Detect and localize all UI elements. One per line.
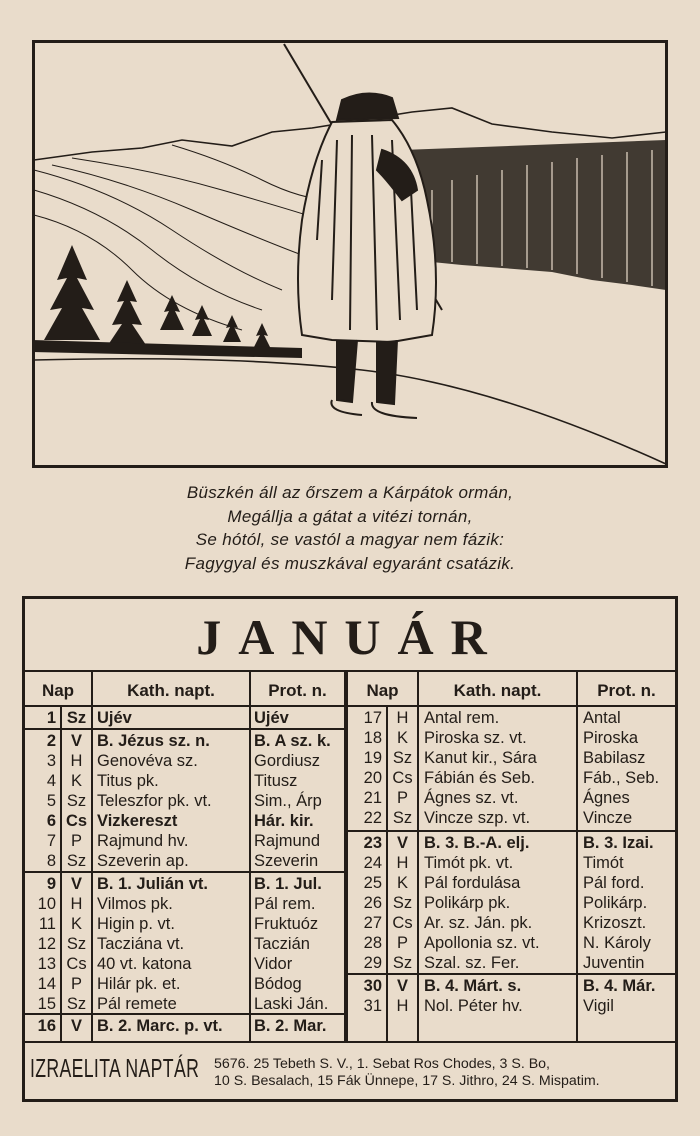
day-number: 11	[38, 915, 56, 933]
header-kath: Kath. napt.	[453, 681, 542, 700]
day-number: 7	[46, 832, 56, 850]
catholic-name: B. Jézus sz. n.	[97, 732, 210, 750]
weekday: V	[70, 1017, 82, 1035]
weekday: Cs	[392, 914, 413, 932]
day-number: 8	[46, 852, 56, 870]
weekday: Sz	[392, 954, 413, 972]
catholic-name: Szal. sz. Fer.	[424, 954, 520, 972]
weekday: Sz	[66, 995, 87, 1013]
protestant-name: Titusz	[254, 772, 298, 790]
protestant-name: Laski Ján.	[254, 995, 329, 1013]
weekday: P	[396, 934, 408, 952]
day-number: 14	[37, 975, 56, 993]
weekday: H	[396, 709, 409, 727]
day-number: 5	[46, 792, 56, 810]
day-number: 15	[37, 995, 56, 1013]
weekday: V	[396, 977, 408, 995]
catholic-name: Rajmund hv.	[97, 832, 189, 850]
weekday: Sz	[392, 809, 413, 827]
weekday: H	[396, 997, 409, 1015]
day-number: 29	[363, 954, 382, 972]
weekday: Sz	[66, 792, 87, 810]
day-number: 6	[46, 812, 56, 830]
day-number: 31	[363, 997, 382, 1015]
protestant-name: Gordiusz	[254, 752, 321, 770]
catholic-name: Vilmos pk.	[97, 895, 173, 913]
protestant-name: Timót	[583, 854, 624, 872]
protestant-name: Babilasz	[583, 749, 646, 767]
catholic-name: B. 1. Julián vt.	[97, 875, 208, 893]
protestant-name: Piroska	[583, 729, 639, 747]
protestant-name: Hár. kir.	[254, 812, 314, 830]
protestant-name: Fruktuóz	[254, 915, 319, 933]
catholic-name: Nol. Péter hv.	[424, 997, 523, 1015]
protestant-name: Rajmund	[254, 832, 321, 850]
header-prot: Prot. n.	[597, 681, 656, 700]
day-number: 24	[363, 854, 382, 872]
weekday: H	[70, 895, 83, 913]
catholic-name: Pál remete	[97, 995, 177, 1013]
catholic-name: Vizkereszt	[97, 812, 178, 830]
poem-line: Megállja a gátat a vitézi tornán,	[227, 506, 473, 526]
catholic-name: Genovéva sz.	[97, 752, 198, 770]
weekday: P	[70, 832, 82, 850]
protestant-name: Bódog	[254, 975, 302, 993]
catholic-name: Ujév	[97, 709, 132, 727]
catholic-name: Kanut kir., Sára	[424, 749, 537, 767]
weekday: P	[396, 789, 408, 807]
catholic-name: 40 vt. katona	[97, 955, 192, 973]
day-number: 19	[363, 749, 382, 767]
poem-line: Se hótól, se vastól a magyar nem fázik:	[195, 530, 505, 549]
footer-label: IZRAELITA NAPTÁR	[30, 1053, 200, 1083]
protestant-name: B. 1. Jul.	[254, 875, 322, 893]
day-number: 17	[363, 709, 382, 727]
protestant-name: Vigil	[583, 997, 614, 1015]
weekday: K	[396, 874, 408, 892]
day-number: 1	[46, 709, 56, 727]
weekday: K	[70, 772, 82, 790]
day-number: 4	[46, 772, 56, 790]
catholic-name: Vincze szp. vt.	[424, 809, 531, 827]
day-number: 25	[363, 874, 382, 892]
catholic-name: B. 4. Márt. s.	[424, 977, 522, 995]
day-number: 16	[37, 1017, 56, 1035]
weekday: V	[396, 834, 408, 852]
day-number: 30	[363, 977, 382, 995]
catholic-name: Ágnes sz. vt.	[424, 789, 519, 807]
catholic-name: B. 3. B.-A. elj.	[424, 834, 530, 852]
catholic-name: Hilár pk. et.	[97, 975, 181, 993]
day-number: 28	[363, 934, 382, 952]
day-number: 13	[37, 955, 56, 973]
header-nap: Nap	[41, 681, 75, 700]
weekday: Sz	[66, 935, 87, 953]
catholic-name: Timót pk. vt.	[424, 854, 514, 872]
protestant-name: Vincze	[583, 809, 633, 827]
day-number: 18	[363, 729, 382, 747]
day-number: 21	[363, 789, 382, 807]
protestant-name: B. 4. Már.	[583, 977, 656, 995]
header-kath: Kath. napt.	[127, 681, 215, 700]
catholic-name: Ar. sz. Ján. pk.	[424, 914, 533, 932]
catholic-name: Piroska sz. vt.	[424, 729, 527, 747]
protestant-name: Sim., Árp	[254, 792, 322, 810]
header-nap: Nap	[366, 681, 399, 700]
protestant-name: Krizoszt.	[583, 914, 647, 932]
day-number: 2	[46, 732, 56, 750]
catholic-name: Fábián és Seb.	[424, 769, 535, 787]
protestant-name: Ágnes	[583, 789, 630, 807]
weekday: K	[396, 729, 408, 747]
day-number: 27	[363, 914, 382, 932]
catholic-name: Apollonia sz. vt.	[424, 934, 540, 952]
protestant-name: B. A sz. k.	[254, 732, 331, 750]
day-number: 12	[37, 935, 56, 953]
footer-line: 5676. 25 Tebeth S. V., 1. Sebat Ros Chodes, 3 S. Bo,	[214, 1056, 551, 1072]
catholic-name: Higin p. vt.	[97, 915, 175, 933]
month-title: JANUÁR	[196, 609, 504, 665]
catholic-name: B. 2. Marc. p. vt.	[97, 1017, 223, 1035]
day-number: 20	[363, 769, 382, 787]
protestant-name: Pál rem.	[254, 895, 316, 913]
day-number: 26	[363, 894, 382, 912]
day-number: 23	[363, 834, 382, 852]
weekday: Sz	[66, 852, 87, 870]
weekday: V	[70, 875, 82, 893]
poem	[0, 481, 700, 575]
poem-line: Büszkén áll az őrszem a Kárpátok ormán,	[186, 483, 514, 502]
weekday: K	[70, 915, 82, 933]
catholic-name: Polikárp pk.	[424, 894, 511, 912]
protestant-name: Pál ford.	[583, 874, 645, 892]
catholic-name: Teleszfor pk. vt.	[97, 792, 212, 810]
catholic-name: Szeverin ap.	[97, 852, 189, 870]
weekday: H	[70, 752, 83, 770]
weekday: P	[70, 975, 82, 993]
catholic-name: Titus pk.	[97, 772, 159, 790]
weekday: Cs	[66, 955, 87, 973]
weekday: Cs	[392, 769, 413, 787]
protestant-name: Polikárp.	[583, 894, 648, 912]
day-number: 10	[37, 895, 56, 913]
catholic-name: Antal rem.	[424, 709, 500, 727]
protestant-name: Szeverin	[254, 852, 319, 870]
weekday: V	[70, 732, 82, 750]
poem-line: Fagygyal és muszkával egyaránt csatázik.	[184, 553, 516, 573]
protestant-name: Taczián	[254, 935, 310, 953]
protestant-name: N. Károly	[583, 934, 651, 952]
protestant-name: Antal	[583, 709, 621, 727]
soldier-illustration	[32, 40, 668, 468]
protestant-name: Fáb., Seb.	[583, 769, 660, 787]
day-number: 3	[46, 752, 56, 770]
weekday: Sz	[66, 709, 87, 727]
weekday: Sz	[392, 894, 413, 912]
protestant-name: B. 3. Izai.	[583, 834, 654, 852]
day-number: 9	[46, 875, 56, 893]
weekday: Cs	[65, 812, 88, 830]
footer-line: 10 S. Besalach, 15 Fák Ünnepe, 17 S. Jithro, 24 S. Mispatim.	[214, 1073, 600, 1089]
header-prot: Prot. n.	[268, 681, 327, 700]
protestant-name: Vidor	[254, 955, 293, 973]
protestant-name: Juventin	[583, 954, 645, 972]
catholic-name: Pál fordulása	[424, 874, 521, 892]
protestant-name: B. 2. Mar.	[254, 1017, 327, 1035]
weekday: Sz	[392, 749, 413, 767]
catholic-name: Tacziána vt.	[97, 935, 185, 953]
weekday: H	[396, 854, 409, 872]
day-number: 22	[363, 809, 382, 827]
protestant-name: Ujév	[254, 709, 289, 727]
